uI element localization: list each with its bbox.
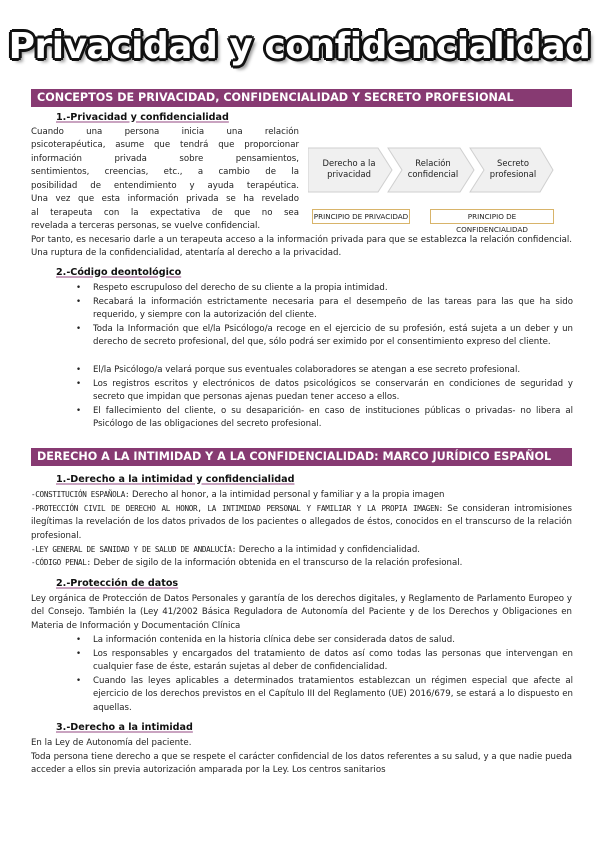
section-band-concepts: CONCEPTOS DE PRIVACIDAD, CONFIDENCIALIDAD Y SECRETO PROFESIONAL [31, 89, 572, 107]
body-paragraph: En la Ley de Autonomía del paciente. [31, 738, 192, 748]
label-principio-confidencialidad: PRINCIPIO DE CONFIDENCIALIDAD [430, 209, 554, 224]
diagram-step-secreto: Secreto profesional [489, 158, 537, 179]
heading-intimidad-confidencialidad: 1.-Derecho a la intimidad y confidencialidad [56, 474, 295, 485]
heading-privacidad: 1.-Privacidad y confidencialidad [56, 112, 229, 123]
intro-line: Una vez que esta información privada se ha revelado [31, 194, 299, 204]
law-name: -LEY GENERAL DE SANIDAD Y DE SALUD DE ANDALUCÍA: [31, 545, 237, 554]
law-text: Derecho al honor, a la intimidad personal y familiar y a la propia imagen [129, 490, 445, 500]
law-text: Deber de sigilo de la información obtenida en el transcurso de la relación profesional. [90, 558, 463, 568]
list-item: • La información contenida en la historia clínica debe ser considerada datos de salud. [93, 634, 573, 647]
intro-line: al terapeuta con la expectativa de que no sea [31, 208, 299, 218]
law-name: -PROTECCIÓN CIVIL DE DERECHO AL HONOR, LA INTIMIDAD PERSONAL Y FAMILIAR Y LA PROPIA IMAGEN: [31, 504, 443, 513]
heading-proteccion-datos: 2.-Protección de datos [56, 578, 179, 589]
diagram-step-relacion: Relación confidencial [407, 158, 459, 179]
law-item [31, 556, 572, 570]
intro-line: posibilidad de entendimiento y ayuda terapéutica. [31, 181, 299, 191]
law-text: Derecho a la intimidad y confidencialidad. [236, 545, 421, 555]
law-text: Se consideran intromisiones ilegítimas la revelación de los datos privados de los pacientes o allegados de éstos, conocidos en el transcurso de la relación profesional. [31, 504, 572, 541]
diagram-step-privacidad: Derecho a la privacidad [322, 158, 376, 179]
label-principio-privacidad: PRINCIPIO DE PRIVACIDAD [312, 209, 410, 224]
heading-derecho-intimidad: 3.-Derecho a la intimidad [56, 722, 193, 733]
list-item: • Respeto escrupuloso del derecho de su cliente a la propia intimidad. [93, 282, 573, 295]
intro-line: revelada a terceras personas, se vuelve confidencial. [31, 221, 261, 231]
body-paragraph: Toda persona tiene derecho a que se respete el carácter confidencial de los datos referentes a su salud, y a que nadie pueda acceder a ellos sin previa autorización amparada por la Ley. Los centros sanitarios [31, 752, 572, 776]
list-item: • Los registros escritos y electrónicos de datos psicológicos se conservarán en condiciones de seguridad y secreto que impidan que personas ajenas puedan tener acceso a ellos. [93, 378, 573, 405]
list-item: • Los responsables y encargados del tratamiento de datos así como todas las personas que intervengan en cualquier fase de éste, estarán sujetas al deber de confidencialidad. [93, 648, 573, 675]
list-item: • Recabará la información estrictamente necesaria para el desempeño de las tareas para las que ha sido requerido, y siempre con la autorización del cliente. [93, 296, 573, 323]
law-item [31, 488, 572, 502]
intro-line: psicoterapéutica, asume que tendrá que proporcionar [31, 140, 299, 150]
list-item: • El fallecimiento del cliente, o su desaparición- en caso de instituciones públicas o privadas- no libera al Psicólogo de las obligaciones del secreto profesional. [93, 405, 573, 432]
intro-line: Cuando una persona inicia una relación [31, 127, 299, 137]
page-title: Privacidad y confidencialidad [8, 26, 591, 67]
section-band-marco-juridico: DERECHO A LA INTIMIDAD Y A LA CONFIDENCIALIDAD: MARCO JURÍDICO ESPAÑOL [31, 448, 572, 466]
heading-deontologico: 2.-Código deontológico [56, 267, 182, 278]
intro-line: sentimientos, creencias, etc., a cambio de la [31, 167, 299, 177]
law-item [31, 502, 572, 543]
list-item: • El/la Psicólogo/a velará porque sus eventuales colaboradores se atengan a ese secreto profesional. [93, 364, 573, 377]
privacy-diagram [308, 146, 554, 234]
body-paragraph: Por tanto, es necesario darle a un terapeuta acceso a la información privada para que se establezca la relación confidencial. Una ruptura de la confidencialidad, atentaría al derecho a la privacidad. [31, 235, 572, 259]
list-item: • Cuando las leyes aplicables a determinados tratamientos establezcan un régimen especial que afecte al ejercicio de los derechos previstos en el Capítulo III del Reglamento (UE) 2016/679, se estará a lo dispuesto en aquellas. [93, 675, 573, 715]
body-paragraph: Ley orgánica de Protección de Datos Personales y garantía de los derechos digitales, y Reglamento de Parlamento Europeo y del Consejo. También la (Ley 41/2002 Básica Reguladora de Autonomía del Paciente y de los Derechos y Obligaciones en Materia de Información y Documentación Clínica [31, 594, 572, 631]
intro-line: información privada sobre pensamientos, [31, 154, 299, 164]
law-name: -CONSTITUCIÓN ESPAÑOLA: [31, 490, 130, 499]
law-name: -CÓDIGO PENAL: [31, 558, 91, 567]
list-item: • Toda la Información que el/la Psicólogo/a recoge en el ejercicio de su profesión, está sujeta a un deber y un derecho de secreto profesional, del que, sólo podrá ser eximido por el consentimiento expreso del cliente. [93, 323, 573, 350]
